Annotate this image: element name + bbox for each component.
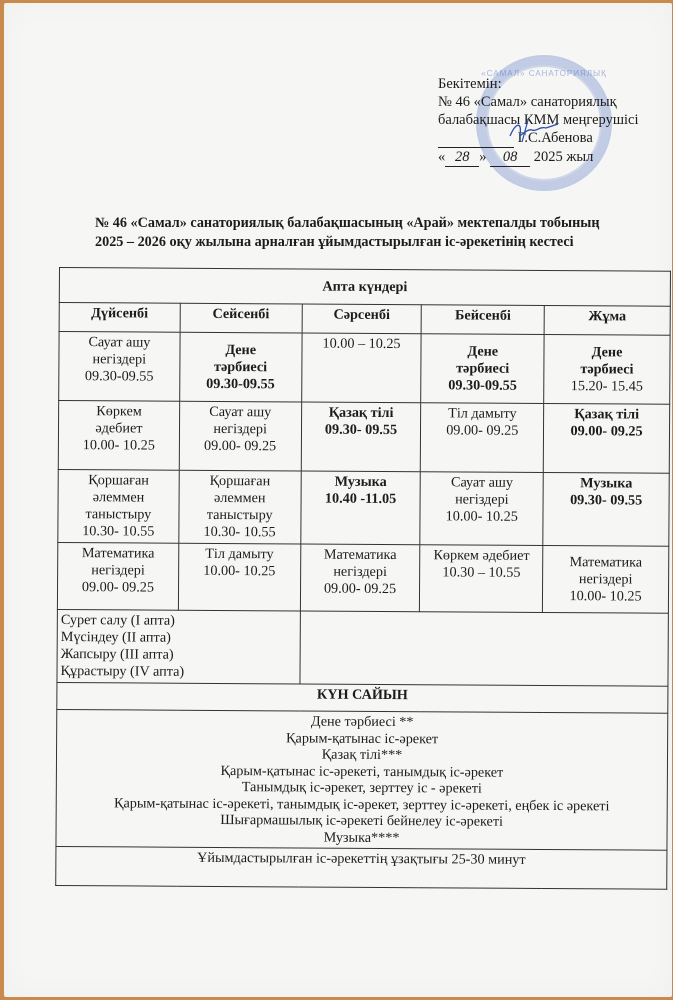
- subject: тәрбиесі: [456, 359, 510, 377]
- daily-item: Қарым-қатынас іс-әрекеті, танымдық іс-әрекет: [220, 762, 504, 781]
- approval-date-line: [438, 148, 639, 167]
- time: 09.00- 09.25: [81, 579, 155, 596]
- subject: Дене: [225, 341, 257, 358]
- time: 10.00- 10.25: [203, 562, 276, 580]
- schedule-cell: [178, 543, 300, 611]
- subject: Қоршаған: [88, 472, 149, 489]
- subject: негіздері: [92, 351, 147, 368]
- table-row: [58, 469, 669, 546]
- schedule-cell: [544, 334, 670, 404]
- subject: әлеммен: [92, 489, 145, 506]
- schedule-cell: [59, 332, 180, 402]
- subject: Математика: [81, 545, 155, 562]
- duration-note: Ұйымдастырылған іс-әрекеттің ұзақтығы 25-30 минут: [56, 846, 667, 889]
- art-week-3: Жапсыру (ІІІ апта): [60, 646, 174, 663]
- art-rotation-cell: [57, 609, 300, 683]
- approval-block: [438, 75, 639, 167]
- table-row: [58, 401, 669, 474]
- time: 09.00- 09.25: [446, 422, 519, 439]
- subject: Дене: [591, 343, 623, 360]
- art-week-2: Мүсіндеу (ІІ апта): [60, 629, 171, 646]
- approval-month: 08: [490, 148, 530, 167]
- document-page: [4, 3, 672, 997]
- day-tuesday: Сейсенбі: [180, 303, 302, 333]
- subject: негіздері: [578, 570, 633, 588]
- table-row: [57, 542, 668, 613]
- table-row: [59, 332, 670, 405]
- time: 09.30-09.55: [448, 376, 517, 394]
- schedule-cell: [300, 471, 420, 545]
- subject: әдебиет: [95, 420, 143, 437]
- subject: негіздері: [455, 491, 509, 508]
- art-week-4: Құрастыру (IV апта): [60, 663, 185, 680]
- subject: тәрбиесі: [580, 360, 634, 378]
- schedule-cell: [420, 545, 543, 613]
- daily-row: [56, 709, 668, 850]
- title-line-1: № 46 «Самал» санаториялық балабақшасының «Арай» мектепалды тобының: [95, 215, 600, 231]
- daily-item: Музыка****: [323, 829, 400, 846]
- subject: таныстыру: [85, 506, 152, 523]
- time: 09.00- 09.25: [323, 580, 397, 598]
- schedule-cell: [179, 332, 301, 402]
- schedule-cell: [300, 544, 420, 612]
- schedule-cell: [301, 333, 421, 403]
- schedule-cell: [543, 472, 669, 546]
- subject: таныстыру: [206, 506, 273, 524]
- day-thursday: Бейсенбі: [422, 305, 545, 335]
- approval-org-line1: № 46 «Самал» санаториялық: [438, 94, 617, 110]
- time: 15.20- 15.45: [570, 377, 643, 395]
- daily-items-cell: [56, 709, 668, 850]
- schedule-cell: [420, 472, 543, 546]
- schedule-cell: [179, 470, 301, 544]
- subject: Көркем: [96, 403, 142, 420]
- schedule-table: [55, 267, 671, 890]
- subject: Музыка: [580, 475, 633, 492]
- stamp-text: «САМАЛ» САНАТОРИЯЛЫҚ: [481, 69, 607, 78]
- approval-heading: Бекітемін:: [438, 76, 502, 92]
- time: 09.00- 09.25: [204, 437, 277, 455]
- subject: Көркем әдебиет: [433, 547, 530, 564]
- days-row: [59, 303, 670, 336]
- subject: Математика: [569, 553, 643, 571]
- approval-signature-line: [438, 129, 639, 148]
- time: 09.30-09.55: [84, 368, 154, 385]
- subject: негіздері: [333, 563, 387, 581]
- daily-item: Қарым-қатынас іс-әрекет: [286, 729, 439, 747]
- time: 10.00- 10.25: [82, 437, 155, 454]
- daily-item: Шығармашылық іс-әрекеті бейнелеу іс-әрекеті: [220, 811, 504, 830]
- subject: Дене: [467, 342, 499, 360]
- schedule-cell: [57, 542, 178, 610]
- daily-item: Қарым-қатынас іс-әрекеті, танымдық іс-әрекет, зерттеу іс-әрекеті, еңбек іс әрекеті: [113, 794, 610, 814]
- time: 10.30 – 10.55: [442, 564, 521, 581]
- time: 10.30- 10.55: [203, 523, 276, 541]
- schedule-cell: [421, 403, 544, 473]
- daily-header: КҮН САЙЫН: [57, 682, 668, 713]
- approval-year: 2025 жыл: [533, 149, 594, 165]
- subject: Музыка: [334, 473, 387, 491]
- time: 10.30- 10.55: [82, 523, 155, 540]
- art-week-1: Сурет салу (І апта): [60, 612, 175, 629]
- schedule-cell: [58, 401, 179, 471]
- schedule-cell: [179, 401, 301, 471]
- time: 10.40 -11.05: [324, 490, 397, 508]
- day-monday: Дүйсенбі: [59, 303, 180, 333]
- time: 09.30- 09.55: [570, 492, 643, 509]
- subject: Қазақ тілі: [574, 406, 640, 423]
- schedule-cell: [301, 402, 421, 472]
- subject: Қазақ тілі: [328, 404, 394, 422]
- time: 10.00 – 10.25: [322, 335, 401, 353]
- subject: әлеммен: [213, 489, 266, 507]
- time: 10.00- 10.25: [569, 587, 642, 605]
- title-line-2: 2025 – 2026 оқу жылына арналған ұйымдастырылған іс-әрекетінің кестесі: [95, 234, 574, 250]
- subject: Математика: [323, 546, 397, 564]
- subject: Сауат ашу: [450, 474, 514, 491]
- subject: негіздері: [213, 420, 268, 438]
- daily-item: Дене тәрбиесі **: [310, 713, 414, 731]
- document-title: [95, 214, 600, 252]
- schedule-cell: [58, 469, 179, 543]
- duration-row: [56, 846, 667, 889]
- subject: Тіл дамыту: [448, 405, 517, 422]
- schedule-cell: [543, 545, 669, 613]
- empty-cell: [300, 611, 669, 686]
- subject: тәрбиесі: [213, 358, 268, 375]
- subject: негіздері: [91, 562, 145, 579]
- time: 10.00- 10.25: [445, 508, 518, 525]
- time: 09.30- 09.55: [324, 421, 398, 439]
- approval-day: 28: [445, 148, 479, 167]
- daily-item: Танымдық іс-әрекет, зерттеу іс - әрекеті: [241, 779, 482, 797]
- subject: Сауат ашу: [88, 334, 151, 351]
- time: 09.00- 09.25: [570, 423, 643, 440]
- subject: Тіл дамыту: [205, 545, 274, 563]
- date-quote-open: «: [438, 149, 446, 165]
- schedule-cell: [543, 403, 669, 473]
- subject: Сауат ашу: [209, 403, 272, 421]
- schedule-cell: [421, 334, 544, 404]
- week-days-header: Апта күндері: [59, 268, 670, 307]
- time: 09.30-09.55: [206, 375, 275, 392]
- day-friday: Жұма: [544, 305, 670, 335]
- table-row: [57, 609, 668, 686]
- approver-name: Г.С.Абенова: [517, 130, 593, 146]
- subject: Қоршаған: [209, 472, 271, 490]
- day-wednesday: Сәрсенбі: [302, 304, 422, 334]
- signature-blank: [438, 129, 514, 148]
- daily-item: Қазақ тілі***: [321, 746, 403, 764]
- date-quote-close: »: [479, 149, 487, 165]
- approval-org-line2: балабақшасы КММ меңгерушісі: [438, 112, 639, 128]
